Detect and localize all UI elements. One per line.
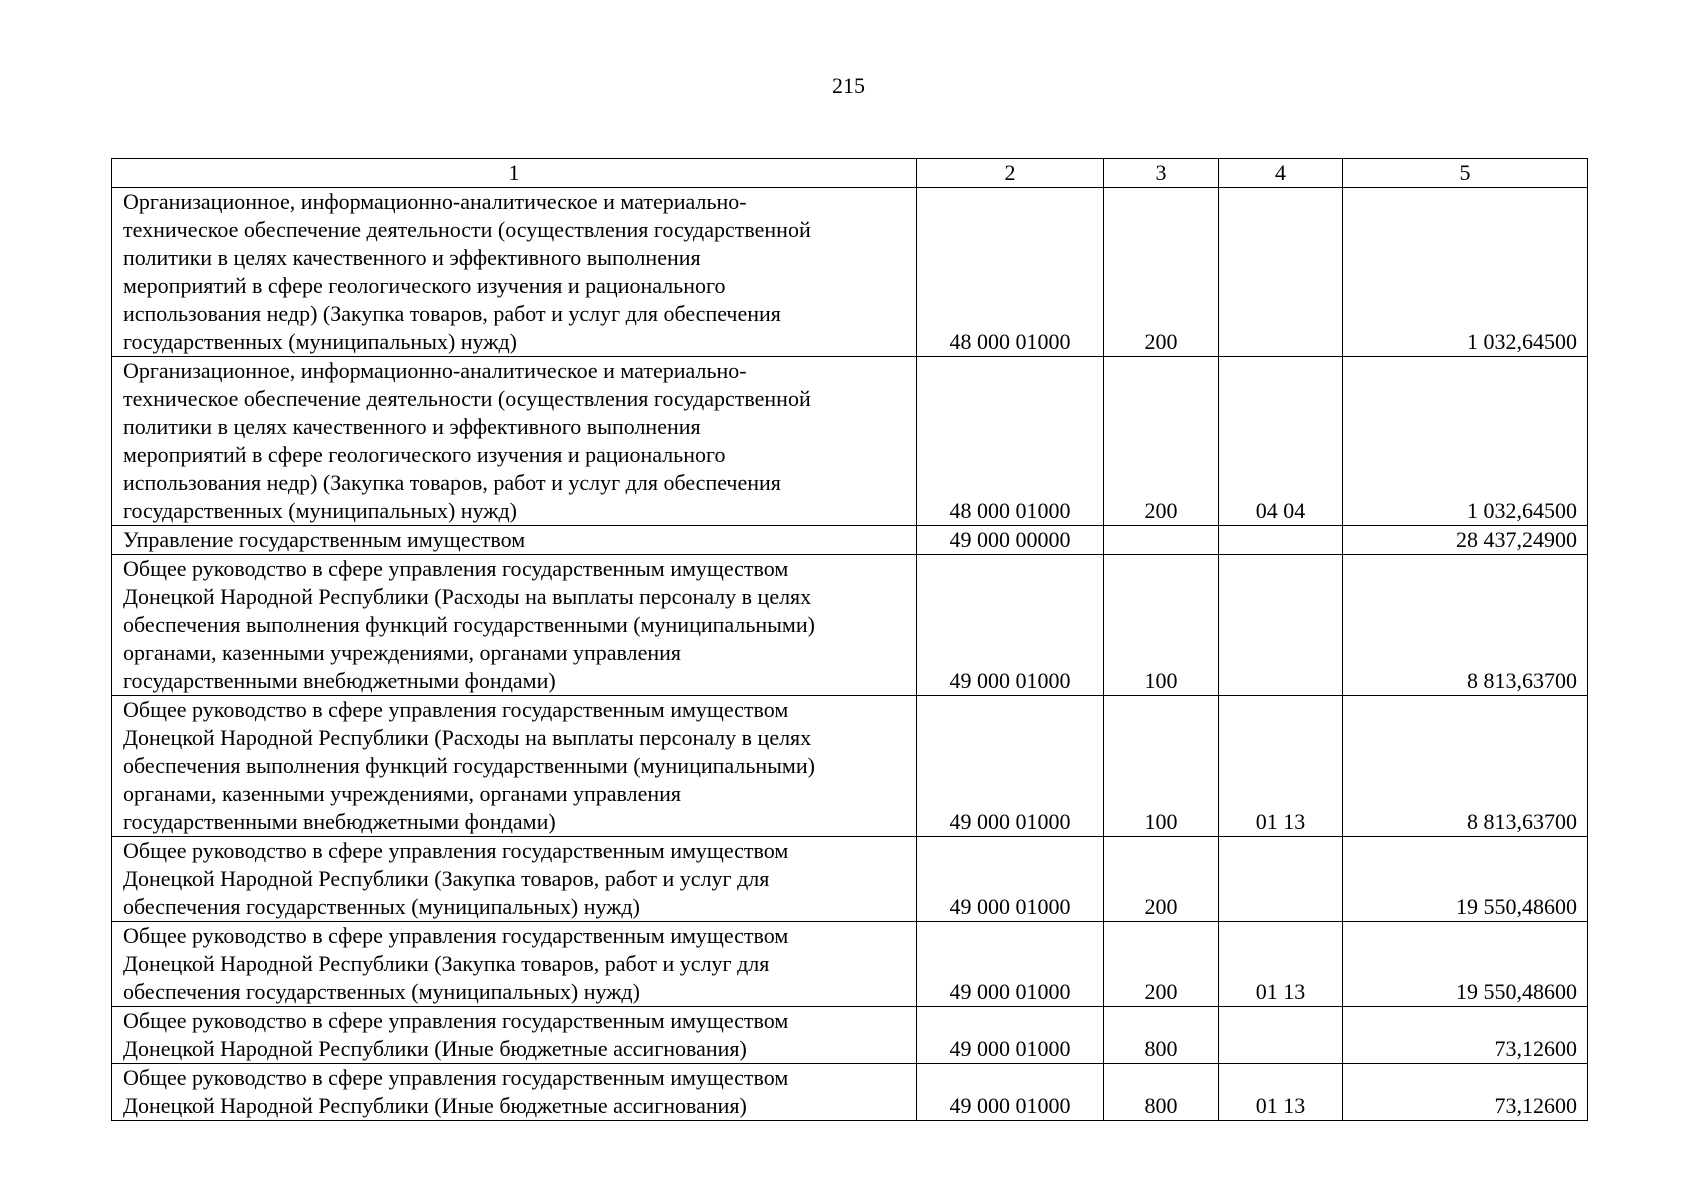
table-row (112, 555, 1588, 696)
row-description (112, 555, 917, 696)
row-description (112, 696, 917, 837)
description-line: органами, казенными учреждениями, органами управления (123, 640, 682, 665)
description-line: государственными внебюджетными фондами) (123, 809, 556, 834)
row-expense-type: 100 (1104, 555, 1219, 696)
description-line: Донецкой Народной Республики (Закупка товаров, работ и услуг для (123, 951, 770, 976)
description-line: обеспечения выполнения функций государственными (муниципальными) (123, 753, 815, 778)
row-expense-type: 200 (1104, 188, 1219, 357)
row-amount: 8 813,63700 (1343, 555, 1588, 696)
row-amount: 73,12600 (1343, 1007, 1588, 1064)
row-description (112, 1007, 917, 1064)
page-number: 215 (832, 73, 865, 98)
row-amount: 73,12600 (1343, 1064, 1588, 1121)
description-line: Общее руководство в сфере управления государственным имуществом (123, 1008, 789, 1033)
description-line: использования недр) (Закупка товаров, работ и услуг для обеспечения (123, 470, 781, 495)
budget-table-body (112, 159, 1588, 1121)
row-expense-type: 800 (1104, 1007, 1219, 1064)
description-line: политики в целях качественного и эффективного выполнения (123, 245, 701, 270)
table-row (112, 1007, 1588, 1064)
description-line: Общее руководство в сфере управления государственным имуществом (123, 838, 789, 863)
row-description (112, 357, 917, 526)
row-code: 48 000 01000 (917, 188, 1104, 357)
description-line: Общее руководство в сфере управления государственным имуществом (123, 923, 789, 948)
row-code: 49 000 01000 (917, 696, 1104, 837)
table-row (112, 696, 1588, 837)
row-code: 49 000 01000 (917, 555, 1104, 696)
row-expense-type: 800 (1104, 1064, 1219, 1121)
row-section (1219, 837, 1343, 922)
description-line: техническое обеспечение деятельности (осуществления государственной (123, 386, 811, 411)
description-line: Организационное, информационно-аналитическое и материально- (123, 358, 747, 383)
row-code: 48 000 01000 (917, 357, 1104, 526)
table-row (112, 922, 1588, 1007)
description-line: мероприятий в сфере геологического изучения и рационального (123, 442, 726, 467)
description-line: Организационное, информационно-аналитическое и материально- (123, 189, 747, 214)
row-expense-type: 200 (1104, 922, 1219, 1007)
row-description (112, 922, 917, 1007)
row-section: 01 13 (1219, 1064, 1343, 1121)
row-expense-type (1104, 526, 1219, 555)
row-section (1219, 555, 1343, 696)
table-header-row (112, 159, 1588, 188)
row-amount: 1 032,64500 (1343, 357, 1588, 526)
row-description (112, 837, 917, 922)
row-section (1219, 526, 1343, 555)
header-col-4: 4 (1219, 159, 1343, 188)
description-line: Общее руководство в сфере управления государственным имуществом (123, 697, 789, 722)
description-line: обеспечения государственных (муниципальных) нужд) (123, 894, 640, 919)
row-code: 49 000 01000 (917, 922, 1104, 1007)
description-line: техническое обеспечение деятельности (осуществления государственной (123, 217, 811, 242)
row-amount: 19 550,48600 (1343, 837, 1588, 922)
description-line: обеспечения выполнения функций государственными (муниципальными) (123, 612, 815, 637)
header-col-5: 5 (1343, 159, 1588, 188)
description-line: Донецкой Народной Республики (Расходы на выплаты персоналу в целях (123, 584, 812, 609)
row-amount: 28 437,24900 (1343, 526, 1588, 555)
row-description (112, 188, 917, 357)
description-line: использования недр) (Закупка товаров, работ и услуг для обеспечения (123, 301, 781, 326)
description-line: обеспечения государственных (муниципальных) нужд) (123, 979, 640, 1004)
row-expense-type: 100 (1104, 696, 1219, 837)
description-line: органами, казенными учреждениями, органами управления (123, 781, 682, 806)
table-row (112, 357, 1588, 526)
row-code: 49 000 01000 (917, 1007, 1104, 1064)
description-line: государственных (муниципальных) нужд) (123, 498, 517, 523)
description-line: Донецкой Народной Республики (Расходы на выплаты персоналу в целях (123, 725, 812, 750)
description-line: Управление государственным имуществом (123, 527, 526, 552)
row-section: 04 04 (1219, 357, 1343, 526)
description-line: Донецкой Народной Республики (Иные бюджетные ассигнования) (123, 1093, 747, 1118)
description-line: мероприятий в сфере геологического изучения и рационального (123, 273, 726, 298)
header-col-3: 3 (1104, 159, 1219, 188)
description-line: политики в целях качественного и эффективного выполнения (123, 414, 701, 439)
table-row (112, 526, 1588, 555)
row-amount: 19 550,48600 (1343, 922, 1588, 1007)
row-amount: 1 032,64500 (1343, 188, 1588, 357)
row-section (1219, 1007, 1343, 1064)
row-section: 01 13 (1219, 922, 1343, 1007)
row-description (112, 1064, 917, 1121)
description-line: государственных (муниципальных) нужд) (123, 329, 517, 354)
row-expense-type: 200 (1104, 837, 1219, 922)
header-col-2: 2 (917, 159, 1104, 188)
description-line: Донецкой Народной Республики (Иные бюджетные ассигнования) (123, 1036, 747, 1061)
table-row (112, 1064, 1588, 1121)
table-row (112, 837, 1588, 922)
row-code: 49 000 00000 (917, 526, 1104, 555)
table-row (112, 188, 1588, 357)
header-col-1: 1 (112, 159, 917, 188)
row-section: 01 13 (1219, 696, 1343, 837)
description-line: Донецкой Народной Республики (Закупка товаров, работ и услуг для (123, 866, 770, 891)
row-code: 49 000 01000 (917, 1064, 1104, 1121)
description-line: Общее руководство в сфере управления государственным имуществом (123, 556, 789, 581)
row-expense-type: 200 (1104, 357, 1219, 526)
row-description (112, 526, 917, 555)
row-section (1219, 188, 1343, 357)
row-code: 49 000 01000 (917, 837, 1104, 922)
description-line: государственными внебюджетными фондами) (123, 668, 556, 693)
row-amount: 8 813,63700 (1343, 696, 1588, 837)
description-line: Общее руководство в сфере управления государственным имуществом (123, 1065, 789, 1090)
budget-table (111, 158, 1588, 1121)
